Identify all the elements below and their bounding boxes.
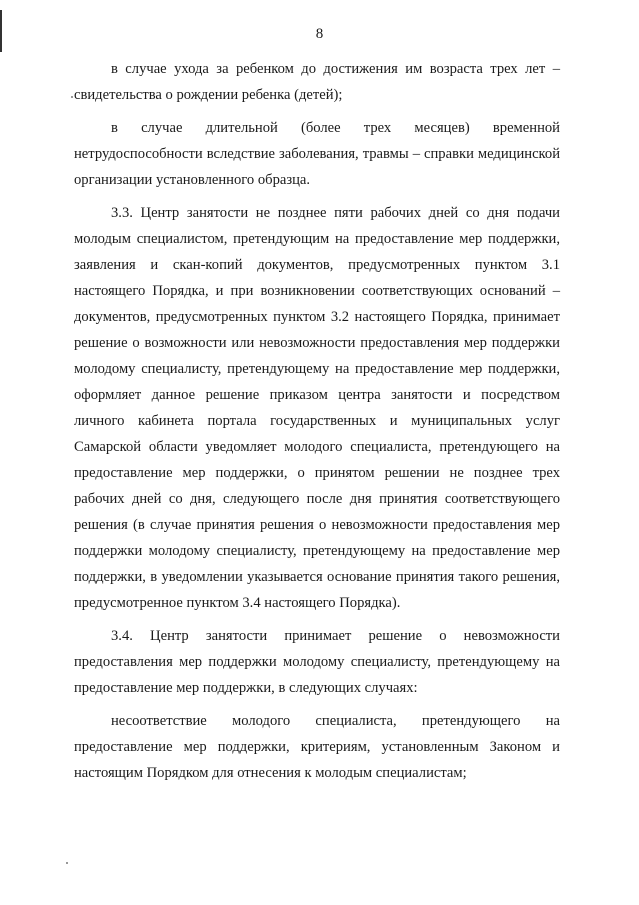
paragraph-3-4: 3.4. Центр занятости принимает решение о невозможности предоставления мер поддержки молодому специалисту, претендующему на предоставление мер поддержки, в следующих случаях:	[74, 628, 560, 696]
body-text	[74, 56, 560, 786]
scan-speck	[71, 96, 73, 98]
paragraph-noncompliance: несоответствие молодого специалиста, претендующего на предоставление мер поддержки, критериям, установленным Законом и настоящим Порядком для отнесения к молодым специалистам;	[74, 713, 560, 781]
scan-speck	[66, 862, 68, 864]
paragraph-3-3: 3.3. Центр занятости не позднее пяти рабочих дней со дня подачи молодым специалистом, претендующим на предоставление мер поддержки, заявления и скан-копий документов, предусмотренных пунктом 3.1 настоящего Порядка, и при возникновении соответствующих оснований – документов, предусмотренных пунктом 3.2 настоящего Порядка, принимает решение о возможности или невозможности предоставления мер поддержки молодому специалисту, претендующему на предоставление мер поддержки, оформляет данное решение приказом центра занятости и посредством личного кабинета портала государственных и муниципальных услуг Самарской области уведомляет молодого специалиста, претендующего на предоставление мер поддержки, о принятом решении не позднее трех рабочих дней со дня, следующего после дня принятия соответствующего решения (в случае принятия решения о невозможности предоставления мер поддержки молодому специалисту, претендующему на предоставление мер поддержки, в уведомлении указывается основание принятия такого решения, предусмотренное пунктом 3.4 настоящего Порядка).	[74, 205, 560, 611]
page-number: 8	[315, 26, 324, 42]
paragraph-disability: в случае длительной (более трех месяцев) временной нетрудоспособности вследствие заболевания, травмы – справки медицинской организации установленного образца.	[74, 120, 560, 188]
paragraph-child-care: в случае ухода за ребенком до достижения им возраста трех лет – свидетельства о рождении ребенка (детей);	[74, 61, 560, 103]
